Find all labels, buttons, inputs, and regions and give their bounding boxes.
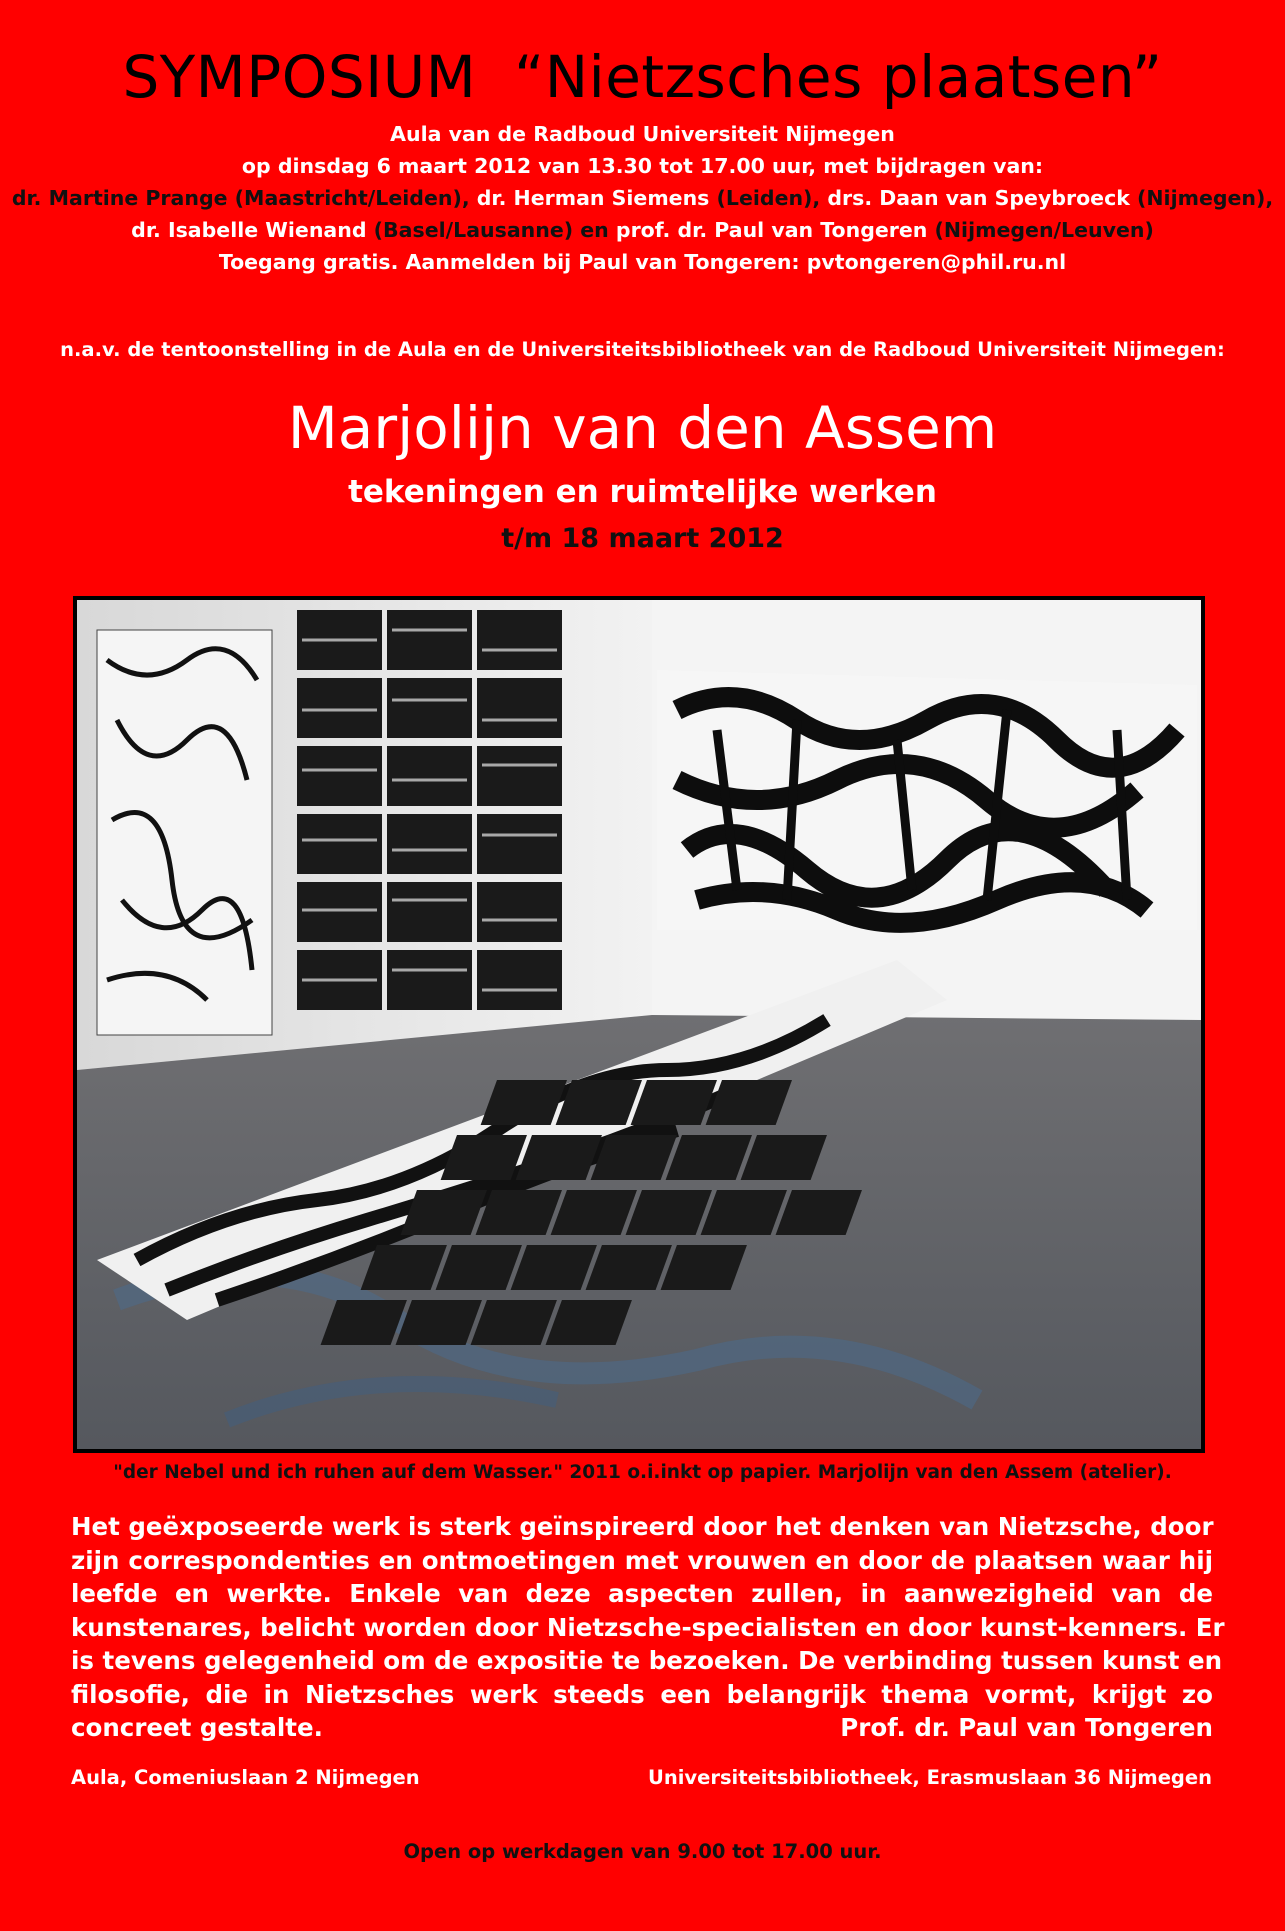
speaker-prange: dr. Martine Prange bbox=[11, 186, 228, 210]
speakers-line-2 bbox=[0, 214, 1285, 246]
body-line-1: Het geëxposeerde werk is sterk geïnspireerd door het denken van Nietzsche, door bbox=[71, 1512, 1214, 1541]
speaker-speybroeck: drs. Daan van Speybroeck bbox=[827, 186, 1130, 210]
body-line-4: kunstenares, belicht worden door Nietzsche-specialisten en door kunst-kenners. Er bbox=[71, 1612, 1225, 1642]
body-line-2: zijn correspondenties en ontmoetingen met vrouwen en door de plaatsen waar hij bbox=[71, 1545, 1213, 1575]
signature: Prof. dr. Paul van Tongeren bbox=[840, 1713, 1213, 1742]
speaker-wienand: dr. Isabelle Wienand bbox=[131, 218, 367, 242]
body-line-3: leefde en werkte. Enkele van deze aspecten zullen, in aanwezigheid van de bbox=[71, 1579, 1213, 1608]
poster-title: SYMPOSIUM “Nietzsches plaatsen” bbox=[122, 43, 1163, 111]
speakers-line-1 bbox=[0, 182, 1285, 214]
speaker-speybroeck-affiliation: (Nijmegen), bbox=[1129, 186, 1274, 210]
exhibition-occasion: n.a.v. de tentoonstelling in de Aula en de Universiteitsbibliotheek van de Radboud Universiteit Nijmegen: bbox=[60, 338, 1225, 361]
speaker-siemens-affiliation: (Leiden), bbox=[709, 186, 828, 210]
exhibition-subtitle: tekeningen en ruimtelijke werken bbox=[348, 474, 937, 510]
speaker-tongeren: prof. dr. Paul van Tongeren bbox=[615, 218, 928, 242]
opening-hours: Open op werkdagen van 9.00 tot 17.00 uur. bbox=[403, 1840, 882, 1863]
venue-line: Aula van de Radboud Universiteit Nijmegen bbox=[390, 122, 895, 146]
body-last-line bbox=[71, 1711, 1213, 1745]
body-paragraph bbox=[71, 1510, 1225, 1745]
exhibition-until: t/m 18 maart 2012 bbox=[501, 523, 784, 554]
atelier-photo bbox=[73, 596, 1205, 1453]
atelier-photo-illustration bbox=[77, 600, 1201, 1449]
date-line: op dinsdag 6 maart 2012 van 13.30 tot 17.00 uur, met bijdragen van: bbox=[241, 154, 1044, 178]
symposium-info bbox=[0, 118, 1285, 278]
address-aula: Aula, Comeniuslaan 2 Nijmegen bbox=[71, 1766, 420, 1789]
body-line-5: is tevens gelegenheid om de expositie te bezoeken. De verbinding tussen kunst en bbox=[71, 1646, 1223, 1675]
artist-name: Marjolijn van den Assem bbox=[287, 394, 998, 462]
body-line-6: filosofie, die in Nietzsches werk steeds een belangrijk thema vormt, krijgt zo bbox=[71, 1679, 1213, 1709]
speaker-prange-affiliation: (Maastricht/Leiden), bbox=[227, 186, 477, 210]
photo-caption: "der Nebel und ich ruhen auf dem Wasser." 2011 o.i.inkt op papier. Marjolijn van den Assem (atelier). bbox=[113, 1462, 1172, 1483]
address-library: Universiteitsbibliotheek, Erasmuslaan 36 Nijmegen bbox=[648, 1766, 1212, 1789]
registration-line: Toegang gratis. Aanmelden bij Paul van Tongeren: pvtongeren@phil.ru.nl bbox=[218, 250, 1067, 274]
speaker-tongeren-affiliation: (Nijmegen/Leuven) bbox=[927, 218, 1154, 242]
speaker-wienand-affiliation: (Basel/Lausanne) en bbox=[366, 218, 616, 242]
body-line-7: concreet gestalte. bbox=[71, 1713, 323, 1742]
speaker-siemens: dr. Herman Siemens bbox=[476, 186, 710, 210]
